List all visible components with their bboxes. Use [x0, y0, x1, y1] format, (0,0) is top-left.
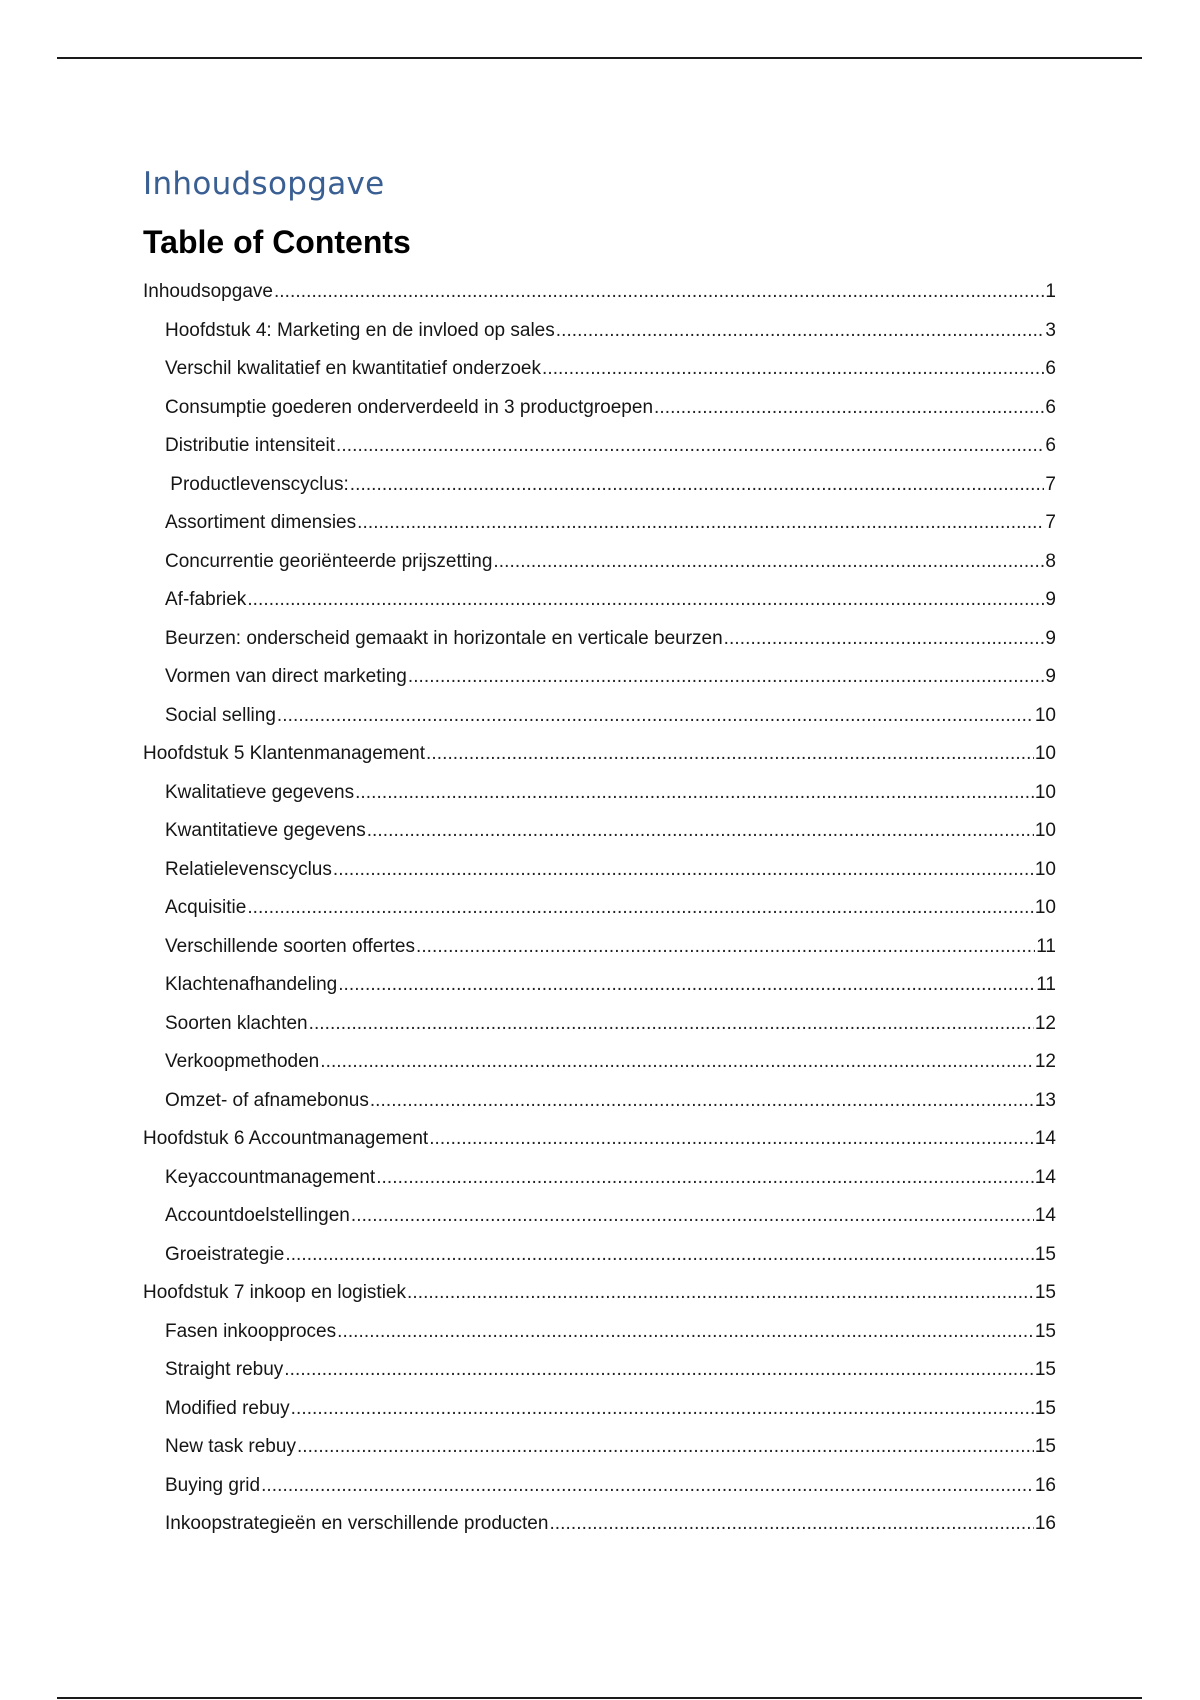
toc-entry-page-number[interactable]: 8: [1045, 550, 1056, 572]
toc-entry[interactable]: [143, 1082, 1056, 1121]
toc-dot-leader: [654, 389, 1044, 428]
toc-entry[interactable]: [143, 1428, 1056, 1467]
toc-dot-leader: [291, 1390, 1034, 1429]
toc-entry[interactable]: [143, 504, 1056, 543]
toc-entry-page-number[interactable]: 11: [1036, 935, 1056, 957]
toc-entry-page-number[interactable]: 10: [1034, 743, 1056, 764]
toc-entry-label[interactable]: Verschil kwalitatief en kwantitatief onderzoek: [165, 358, 541, 379]
toc-entry-page-number[interactable]: 15: [1034, 1359, 1056, 1380]
toc-dot-leader: [355, 774, 1034, 813]
page-footer-rule: [57, 1697, 1142, 1699]
toc-entry-label[interactable]: Productlevenscyclus:: [165, 473, 349, 495]
toc-entry-label[interactable]: Distributie intensiteit: [165, 435, 336, 456]
toc-entry-page-number[interactable]: 6: [1045, 435, 1056, 456]
toc-entry-label[interactable]: Kwalitatieve gegevens: [165, 781, 355, 803]
toc-entry[interactable]: [143, 1197, 1056, 1236]
toc-entry-label[interactable]: Inkoopstrategieën en verschillende producten: [165, 1513, 549, 1534]
toc-dot-leader: [549, 1505, 1033, 1544]
toc-entry-page-number[interactable]: 14: [1034, 1128, 1056, 1149]
toc-entry[interactable]: [143, 1236, 1056, 1275]
toc-entry[interactable]: [143, 581, 1056, 620]
toc-dot-leader: [493, 543, 1044, 582]
toc-entry-page-number[interactable]: 9: [1045, 627, 1056, 649]
toc-dot-leader: [542, 350, 1044, 389]
toc-entry-label[interactable]: Fasen inkoopproces: [165, 1320, 337, 1342]
toc-dot-leader: [429, 1120, 1034, 1159]
toc-dot-leader: [407, 1274, 1034, 1313]
toc-dot-leader: [336, 427, 1044, 466]
toc-entry-page-number[interactable]: 16: [1034, 1513, 1056, 1534]
toc-entry-page-number[interactable]: 12: [1034, 1051, 1056, 1072]
toc-entry-page-number[interactable]: 13: [1034, 1089, 1056, 1111]
toc-entry-page-number[interactable]: 7: [1045, 512, 1056, 533]
toc-entry-label[interactable]: Hoofdstuk 4: Marketing en de invloed op sales: [165, 319, 555, 341]
toc-entry[interactable]: [143, 966, 1056, 1005]
toc-dot-leader: [247, 889, 1034, 928]
toc-entry-label[interactable]: Buying grid: [165, 1474, 261, 1496]
toc-dot-leader: [320, 1043, 1034, 1082]
toc-entry[interactable]: [143, 1005, 1056, 1044]
toc-dot-leader: [297, 1428, 1034, 1467]
toc-dot-leader: [338, 966, 1035, 1005]
toc-entry-label[interactable]: Concurrentie georiënteerde prijszetting: [165, 550, 493, 572]
document-body: [143, 158, 1056, 1544]
toc-entry-label[interactable]: Social selling: [165, 704, 276, 726]
toc-entry-label[interactable]: Inhoudsopgave: [143, 281, 273, 302]
toc-title: Table of Contents: [143, 224, 411, 260]
toc-entry-label[interactable]: Keyaccountmanagement: [165, 1166, 376, 1188]
toc-entry-label[interactable]: Modified rebuy: [165, 1397, 290, 1419]
toc-dot-leader: [285, 1236, 1034, 1275]
toc-entry[interactable]: [143, 889, 1056, 928]
toc-entry-label[interactable]: Hoofdstuk 5 Klantenmanagement: [143, 743, 426, 764]
toc-entry-page-number[interactable]: 15: [1034, 1397, 1056, 1419]
toc-entry-page-number[interactable]: 7: [1045, 473, 1056, 495]
toc-entry-label[interactable]: Klachtenafhandeling: [165, 974, 338, 995]
toc-entry[interactable]: [143, 466, 1056, 505]
toc-entry-page-number[interactable]: 14: [1034, 1205, 1056, 1226]
toc-entry[interactable]: [143, 1351, 1056, 1390]
toc-entry-label[interactable]: Groeistrategie: [165, 1243, 285, 1265]
toc-entry-page-number[interactable]: 12: [1034, 1012, 1056, 1034]
toc-dot-leader: [351, 1197, 1034, 1236]
toc-dot-leader: [333, 851, 1034, 890]
toc-entry-page-number[interactable]: 15: [1034, 1436, 1056, 1457]
toc-dot-leader: [408, 658, 1045, 697]
toc-entry[interactable]: [143, 620, 1056, 659]
toc-entry[interactable]: [143, 1390, 1056, 1429]
toc-entry-label[interactable]: Straight rebuy: [165, 1359, 284, 1380]
toc-dot-leader: [350, 466, 1045, 505]
toc-entry-page-number[interactable]: 9: [1045, 589, 1056, 610]
toc-dot-leader: [261, 1467, 1034, 1506]
toc-entry-label[interactable]: Accountdoelstellingen: [165, 1205, 350, 1226]
toc-entry[interactable]: [143, 1505, 1056, 1544]
toc-entry[interactable]: [143, 1313, 1056, 1352]
toc-entry[interactable]: [143, 735, 1056, 774]
toc-entry-label[interactable]: Beurzen: onderscheid gemaakt in horizontale en verticale beurzen: [165, 627, 723, 649]
toc-dot-leader: [367, 812, 1034, 851]
toc-dot-leader: [416, 928, 1035, 967]
toc-entry[interactable]: [143, 774, 1056, 813]
toc-dot-leader: [357, 504, 1044, 543]
toc-entry-label[interactable]: Verkoopmethoden: [165, 1051, 320, 1072]
toc-entry[interactable]: [143, 543, 1056, 582]
toc-entry-page-number[interactable]: 6: [1045, 396, 1056, 418]
toc-dot-leader: [309, 1005, 1034, 1044]
toc-entry[interactable]: [143, 350, 1056, 389]
toc-entry-label[interactable]: Hoofdstuk 7 inkoop en logistiek: [143, 1282, 406, 1303]
toc-entry[interactable]: [143, 697, 1056, 736]
toc-entry[interactable]: [143, 812, 1056, 851]
toc-entry-page-number[interactable]: 6: [1045, 358, 1056, 379]
table-of-contents: [143, 273, 1056, 1544]
toc-entry-label[interactable]: Omzet- of afnamebonus: [165, 1089, 369, 1111]
document-heading: Inhoudsopgave: [143, 166, 385, 202]
toc-dot-leader: [724, 620, 1045, 659]
toc-entry-label[interactable]: Acquisitie: [165, 897, 247, 918]
toc-dot-leader: [277, 697, 1034, 736]
toc-entry[interactable]: [143, 312, 1056, 351]
toc-entry-label[interactable]: Relatielevenscyclus: [165, 858, 332, 880]
toc-entry[interactable]: [143, 1467, 1056, 1506]
toc-entry-label[interactable]: Soorten klachten: [165, 1012, 308, 1034]
toc-dot-leader: [376, 1159, 1034, 1198]
toc-entry-label[interactable]: Verschillende soorten offertes: [165, 935, 415, 957]
toc-entry-page-number[interactable]: 15: [1034, 1282, 1056, 1303]
toc-entry-page-number[interactable]: 10: [1034, 858, 1056, 880]
toc-entry-page-number[interactable]: 10: [1034, 820, 1056, 841]
toc-entry-page-number[interactable]: 10: [1034, 897, 1056, 918]
toc-entry-page-number[interactable]: 15: [1034, 1320, 1056, 1342]
toc-entry-page-number[interactable]: 14: [1034, 1166, 1056, 1188]
toc-dot-leader: [284, 1351, 1034, 1390]
toc-entry[interactable]: [143, 1274, 1056, 1313]
toc-entry[interactable]: [143, 273, 1056, 312]
toc-entry-label[interactable]: Hoofdstuk 6 Accountmanagement: [143, 1128, 429, 1149]
toc-entry[interactable]: [143, 427, 1056, 466]
toc-entry-label[interactable]: Kwantitatieve gegevens: [165, 820, 366, 841]
page-header-rule: [57, 57, 1142, 59]
toc-dot-leader: [337, 1313, 1034, 1352]
toc-entry-page-number[interactable]: 3: [1045, 319, 1056, 341]
toc-entry[interactable]: [143, 1043, 1056, 1082]
toc-dot-leader: [556, 312, 1045, 351]
toc-entry-label[interactable]: Consumptie goederen onderverdeeld in 3 productgroepen: [165, 396, 654, 418]
toc-entry-label[interactable]: Vormen van direct marketing: [165, 666, 407, 687]
toc-entry[interactable]: [143, 658, 1056, 697]
toc-entry-label[interactable]: New task rebuy: [165, 1436, 296, 1457]
toc-entry-page-number[interactable]: 16: [1034, 1474, 1056, 1496]
toc-entry-page-number[interactable]: 1: [1045, 281, 1056, 302]
toc-entry-page-number[interactable]: 10: [1034, 704, 1056, 726]
toc-entry[interactable]: [143, 1120, 1056, 1159]
toc-entry-page-number[interactable]: 9: [1045, 666, 1056, 687]
toc-entry[interactable]: [143, 851, 1056, 890]
toc-entry-page-number[interactable]: 11: [1036, 974, 1056, 995]
toc-dot-leader: [274, 273, 1044, 312]
toc-dot-leader: [426, 735, 1034, 774]
toc-entry-label[interactable]: Af-fabriek: [165, 589, 247, 610]
toc-entry[interactable]: [143, 1159, 1056, 1198]
toc-entry[interactable]: [143, 389, 1056, 428]
toc-entry-label[interactable]: Assortiment dimensies: [165, 512, 357, 533]
toc-entry-page-number[interactable]: 15: [1034, 1243, 1056, 1265]
toc-entry-page-number[interactable]: 10: [1034, 781, 1056, 803]
toc-dot-leader: [370, 1082, 1034, 1121]
toc-entry[interactable]: [143, 928, 1056, 967]
toc-dot-leader: [247, 581, 1044, 620]
